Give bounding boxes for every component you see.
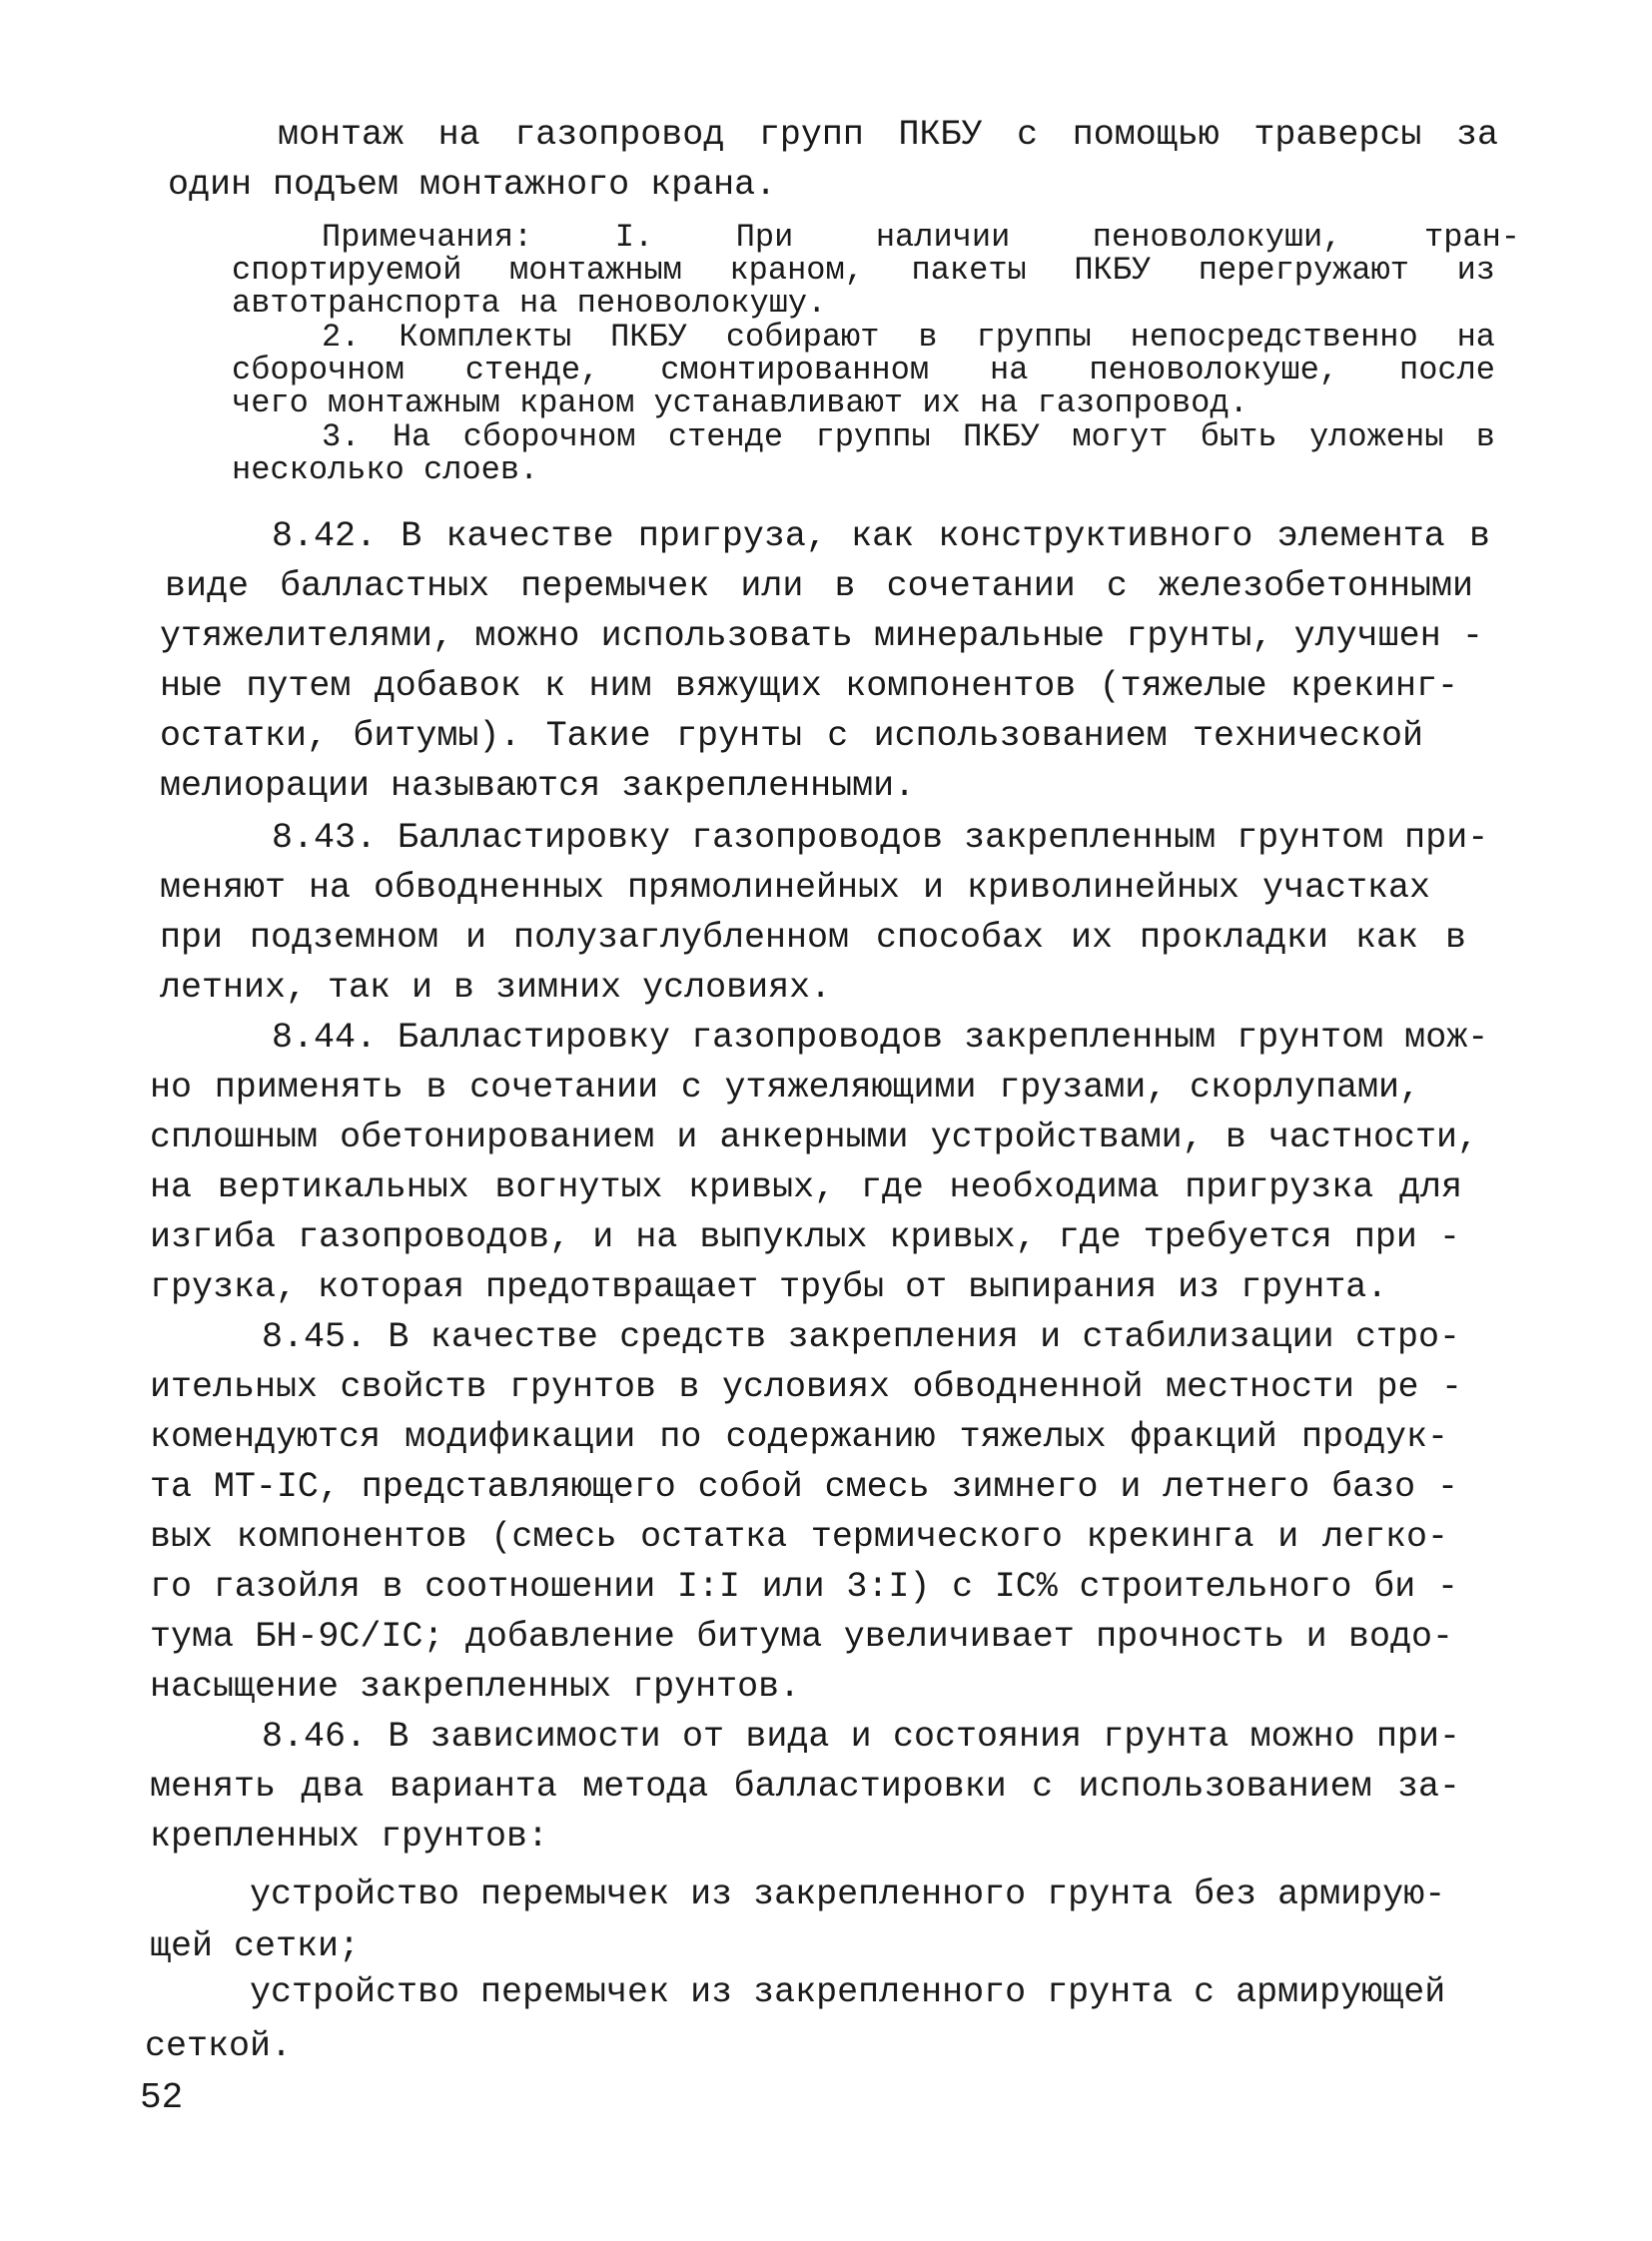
text-line: сплошным обетонированием и анкерными устройствами, в частности,: [150, 1118, 1478, 1157]
text-line: тума БН-9C/IC; добавление битума увеличивает прочность и водо-: [150, 1617, 1453, 1657]
text-line: изгиба газопроводов, и на выпуклых кривых, где требуется при -: [150, 1217, 1460, 1257]
text-line: мелиорации называются закрепленными.: [160, 766, 916, 806]
note-line: Примечания: I. При наличии пеноволокуши, тран-: [322, 219, 1520, 256]
text-line: щей сетки;: [150, 1926, 361, 1966]
text-line: насыщение закрепленных грунтов.: [150, 1667, 801, 1707]
text-line: устройство перемычек из закрепленного грунта без армирую-: [250, 1874, 1446, 1914]
text-line: но применять в сочетании с утяжеляющими грузами, скорлупами,: [150, 1068, 1420, 1108]
text-line: ные путем добавок к ним вяжущих компонентов (тяжелые крекинг-: [160, 666, 1458, 706]
note-line: 3. На сборочном стенде группы ПКБУ могут быть уложены в: [322, 418, 1495, 455]
text-line: 8.42. В качестве пригруза, как конструктивного элемента в: [272, 516, 1490, 556]
note-line: чего монтажным краном устанавливают их на газопровод.: [232, 384, 1248, 421]
text-line: ительных свойств грунтов в условиях обводненной местности ре -: [150, 1367, 1462, 1407]
page-number: 52: [140, 2077, 184, 2118]
text-line: устройство перемычек из закрепленного грунта с армирующей: [250, 1972, 1446, 2012]
text-line: виде балластных перемычек или в сочетании с железобетонными: [165, 566, 1473, 606]
text-line: при подземном и полузаглубленном способах их прокладки как в: [160, 918, 1466, 958]
note-line: 2. Комплекты ПКБУ собирают в группы непосредственно на: [322, 319, 1495, 356]
text-line: летних, так и в зимних условиях.: [160, 968, 832, 1008]
note-line: несколько слоев.: [232, 451, 539, 488]
text-line: монтаж на газопровод групп ПКБУ с помощью траверсы за: [278, 115, 1498, 155]
note-line: сборочном стенде, смонтированном на пеноволокуше, после: [232, 352, 1495, 388]
text-line: крепленных грунтов:: [150, 1817, 549, 1857]
note-line: спортируемой монтажным краном, пакеты ПКБУ перегружают из: [232, 252, 1495, 289]
text-line: остатки, битумы). Такие грунты с использованием технической: [160, 716, 1423, 756]
note-line: автотранспорта на пеноволокушу.: [232, 285, 827, 322]
text-line: 8.44. Балластировку газопроводов закрепленным грунтом мож-: [272, 1018, 1489, 1058]
text-line: грузка, которая предотвращает трубы от выпирания из грунта.: [150, 1267, 1388, 1307]
text-line: утяжелителями, можно использовать минеральные грунты, улучшен -: [160, 616, 1483, 656]
text-line: менять два варианта метода балластировки с использованием за-: [150, 1767, 1460, 1807]
text-line: сеткой.: [145, 2026, 293, 2066]
text-line: комендуются модификации по содержанию тяжелых фракций продук-: [150, 1417, 1448, 1457]
text-line: меняют на обводненных прямолинейных и криволинейных участках: [160, 868, 1430, 908]
text-line: го газойля в соотношении I:I или 3:I) с IC% строительного би -: [150, 1567, 1458, 1607]
text-line: на вертикальных вогнутых кривых, где необходима пригрузка для: [150, 1167, 1462, 1207]
text-line: та МТ-IC, представляющего собой смесь зимнего и летнего базо -: [150, 1467, 1458, 1507]
text-line: 8.45. В качестве средств закрепления и стабилизации стро-: [262, 1317, 1460, 1357]
text-line: один подъем монтажного крана.: [168, 165, 777, 205]
text-line: вых компонентов (смесь остатка термического крекинга и легко-: [150, 1517, 1448, 1557]
text-line: 8.46. В зависимости от вида и состояния грунта можно при-: [262, 1717, 1460, 1757]
text-line: 8.43. Балластировку газопроводов закрепленным грунтом при-: [272, 818, 1489, 858]
